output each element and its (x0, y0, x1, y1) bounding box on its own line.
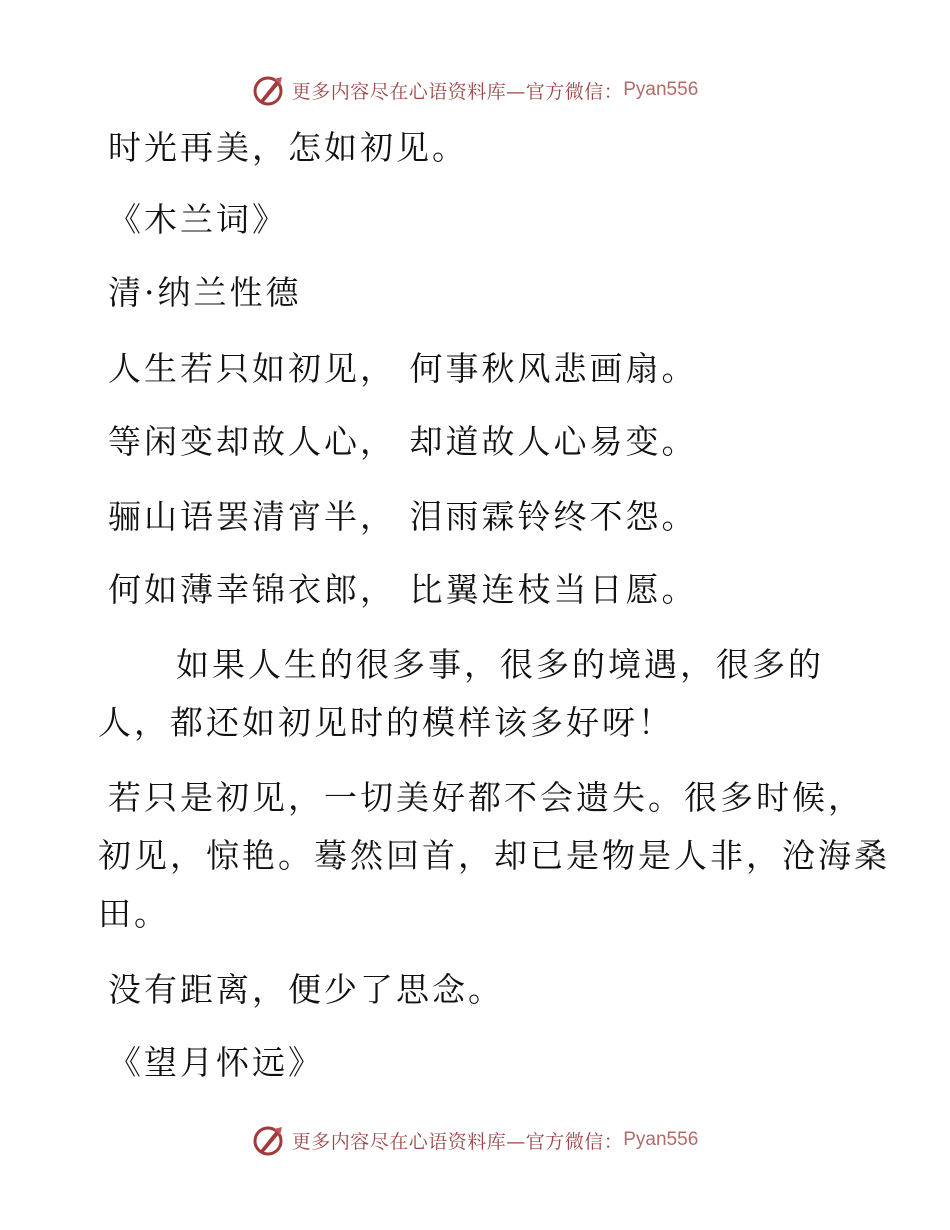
header-banner-text: 更多内容尽在心语资料库—官方微信： (291, 80, 624, 103)
quill-logo-icon (252, 1123, 286, 1157)
opening-line: 时光再美，怎如初见。 (108, 128, 468, 167)
paragraph-2-line-2: 初见，惊艳。蓦然回首，却已是物是人非，沧海桑 (98, 836, 890, 875)
poem-line: 等闲变却故人心， 却道故人心易变。 (108, 422, 698, 461)
poem-line: 骊山语罢清宵半， 泪雨霖铃终不怨。 (108, 497, 698, 536)
paragraph-2-line-3: 田。 (98, 894, 170, 933)
header-wechat-id: Pyan556 (623, 79, 699, 100)
header-banner (0, 72, 950, 108)
poem-author: 清·纳兰性德 (108, 273, 302, 312)
footer-wechat-id: Pyan556 (623, 1129, 699, 1150)
distance-line: 没有距离，便少了思念。 (108, 970, 504, 1009)
poem-title-mulanci: 《木兰词》 (108, 200, 288, 239)
paragraph-1-line-2: 人，都还如初见时的模样该多好呀！ (98, 703, 674, 742)
paragraph-1-line-1: 如果人生的很多事，很多的境遇，很多的 (176, 645, 824, 684)
quill-logo-icon (252, 73, 286, 107)
paragraph-2-line-1: 若只是初见，一切美好都不会遗失。很多时候， (108, 778, 864, 817)
poem-line: 何如薄幸锦衣郎， 比翼连枝当日愿。 (108, 570, 698, 609)
poem-title-wangyuehuaiyuan: 《望月怀远》 (108, 1043, 324, 1082)
poem-line: 人生若只如初见， 何事秋风悲画扇。 (108, 349, 698, 388)
footer-banner (0, 1122, 950, 1158)
footer-banner-text: 更多内容尽在心语资料库—官方微信： (291, 1130, 624, 1153)
